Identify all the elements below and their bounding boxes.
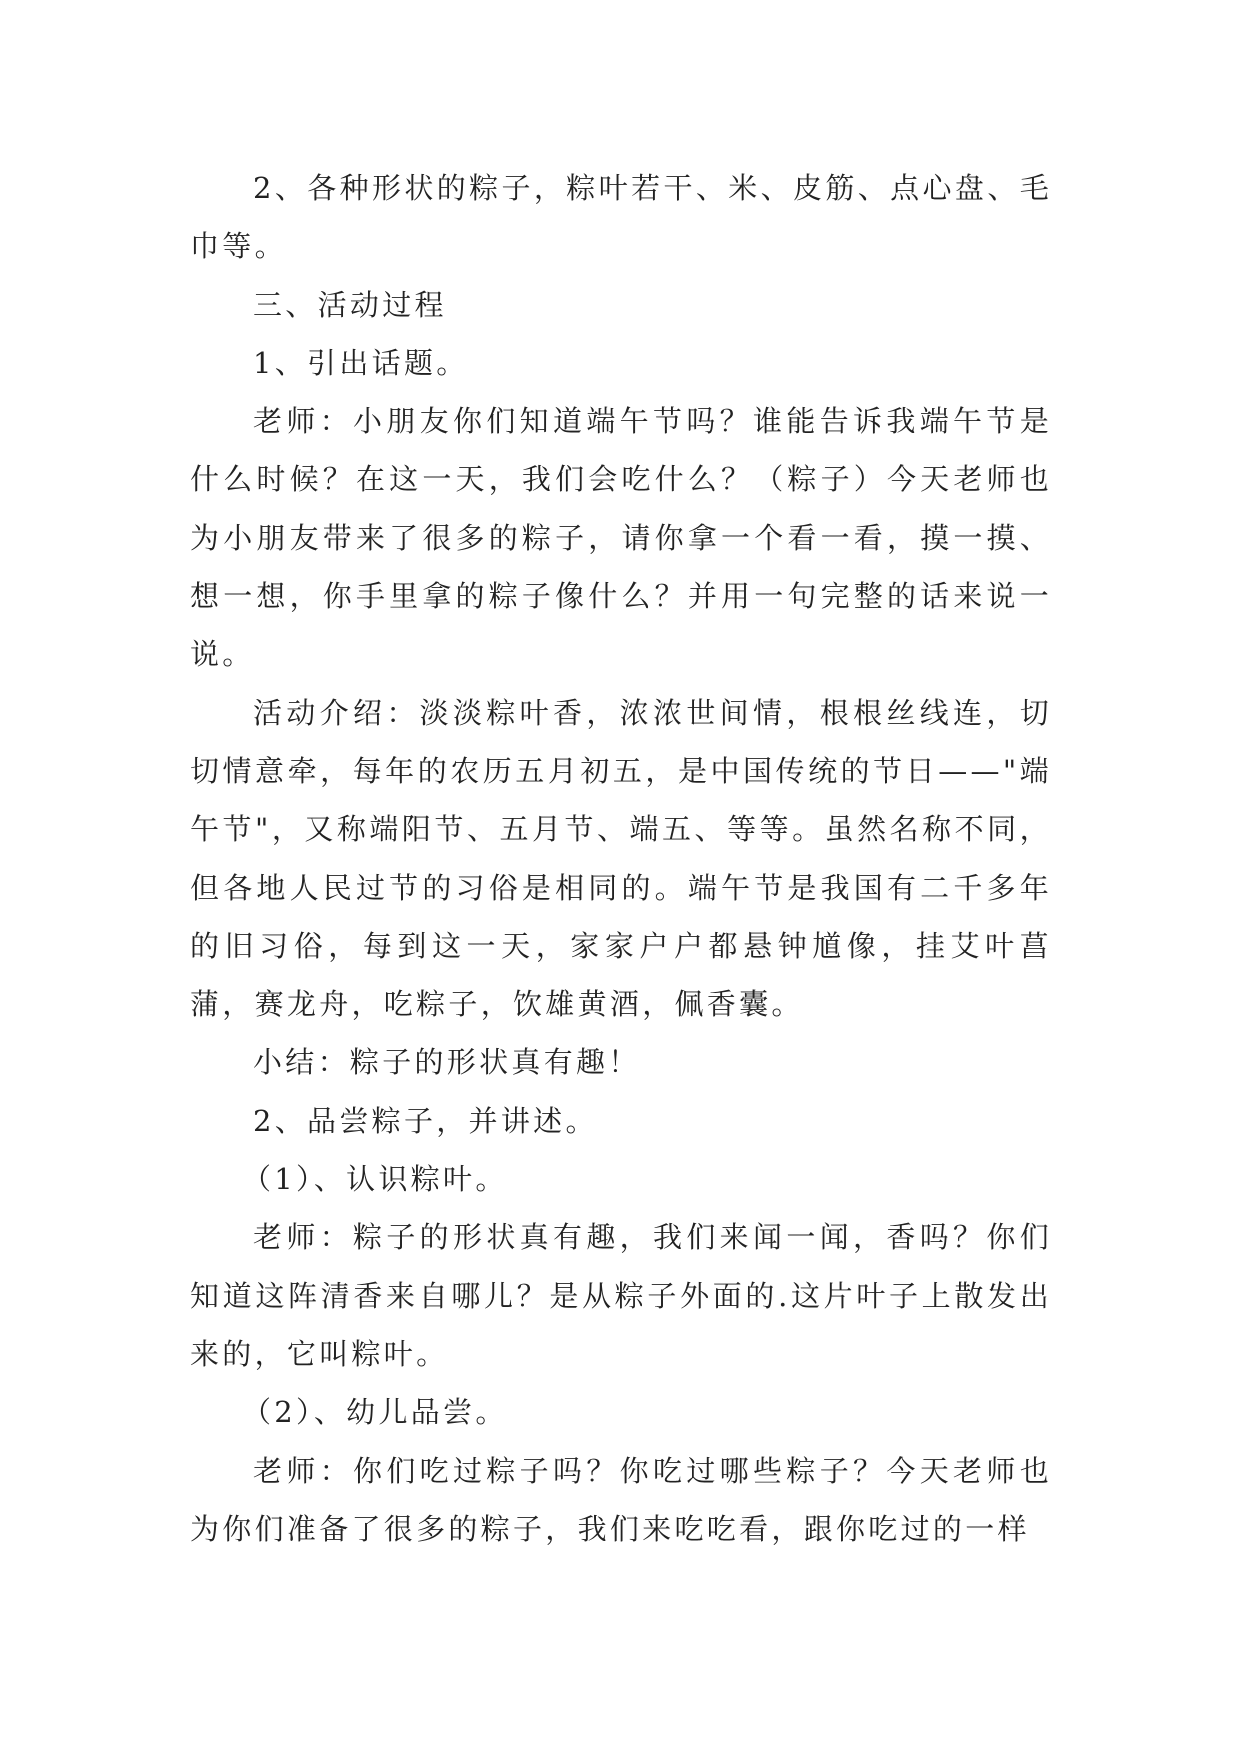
paragraph-materials: 2、各种形状的粽子，粽叶若干、米、皮筋、点心盘、毛巾等。 — [190, 171, 1052, 264]
step-heading-taste-zongzi: 2、品尝粽子，并讲述。 — [253, 1103, 598, 1138]
sub-heading-know-leaves: （1）、认识粽叶。 — [242, 1162, 508, 1197]
paragraph-summary: 小结：粽子的形状真有趣！ — [253, 1045, 641, 1080]
document-body — [190, 159, 1052, 1558]
paragraph-teacher-question: 老师：小朋友你们知道端午节吗？谁能告诉我端午节是什么时候？在这一天，我们会吃什么？（粽子）今天老师也为小朋友带来了很多的粽子，请你拿一个看一看，摸一摸、想一想，你手里拿的粽子像什么？并用一句完整的话来说一说。 — [190, 404, 1052, 672]
sub-heading-children-taste: （2）、幼儿品尝。 — [242, 1395, 508, 1430]
paragraph-activity-introduction: 活动介绍：淡淡粽叶香，浓浓世间情，根根丝线连，切切情意牵，每年的农历五月初五，是中国传统的节日——"端午节"，又称端阳节、五月节、端五、等等。虽然名称不同，但各地人民过节的习俗是相同的。端午节是我国有二千多年的旧习俗，每到这一天，家家户户都悬钟馗像，挂艾叶菖蒲，赛龙舟，吃粽子，饮雄黄酒，佩香囊。 — [190, 695, 1052, 1022]
step-heading-introduce-topic: 1、引出话题。 — [253, 345, 469, 380]
paragraph-teacher-eat: 老师：你们吃过粽子吗？你吃过哪些粽子？今天老师也为你们准备了很多的粽子，我们来吃吃看，跟你吃过的一样 — [190, 1453, 1052, 1546]
section-heading-activity-process: 三、活动过程 — [253, 287, 447, 322]
paragraph-teacher-smell: 老师：粽子的形状真有趣，我们来闻一闻，香吗？你们知道这阵清香来自哪儿？是从粽子外面的.这片叶子上散发出来的，它叫粽叶。 — [190, 1220, 1052, 1371]
